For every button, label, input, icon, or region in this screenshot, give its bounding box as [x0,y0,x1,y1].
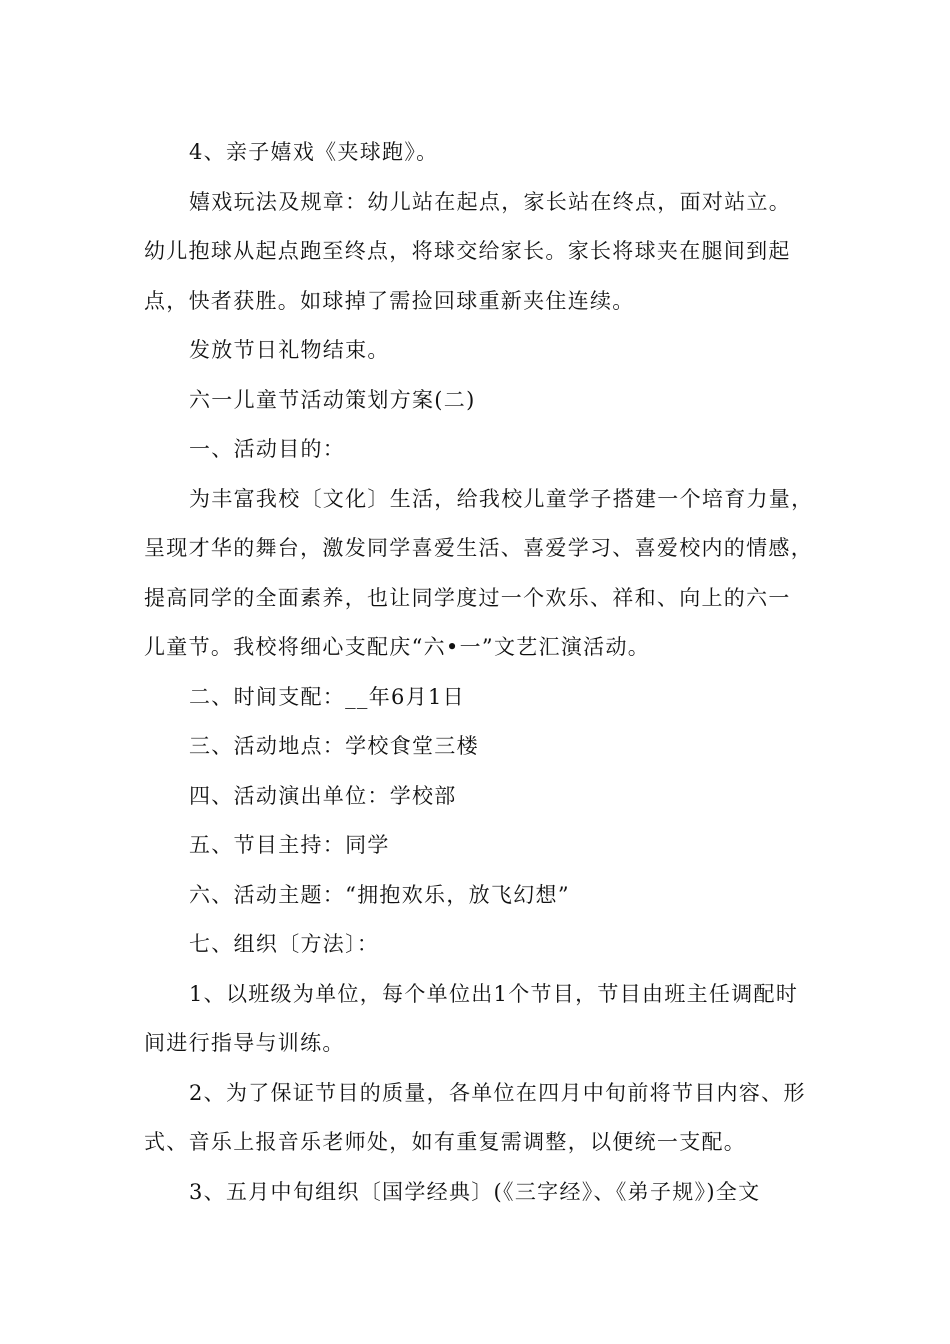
document-body [144,128,812,1217]
item-time [144,673,812,723]
text-line: 六、活动主题：“拥抱欢乐，放飞幻想” [189,882,570,907]
text-line: 1、以班级为单位，每个单位出1个节目，节目由班主任调配时 [189,981,799,1006]
item-location [144,722,812,772]
text-line: 儿童节。我校将细心支配庆“六•一”文艺汇演活动。 [144,635,651,659]
heading-organization [144,920,812,970]
paragraph-step-1 [144,970,812,1069]
text-line: 提高同学的全面素养，也让同学度过一个欢乐、祥和、向上的六一 [144,585,791,610]
paragraph-purpose [144,475,812,673]
text-line: 七、组织〔方法〕： [189,932,380,956]
text-line: 幼儿抱球从起点跑至终点，将球交给家长。家长将球夹在腿间到起 [144,239,791,263]
text-line: 二、时间支配：__年6月1日 [189,684,465,709]
text-line: 四、活动演出单位：学校部 [189,783,457,808]
paragraph-step-3 [144,1168,812,1218]
item-performer [144,772,812,822]
text-line: 三、活动地点：学校食堂三楼 [189,734,479,758]
paragraph-game-title [144,128,812,178]
text-line: 五、节目主持：同学 [189,833,390,857]
text-line: 间进行指导与训练。 [144,1031,345,1055]
text-line: 呈现才华的舞台，激发同学喜爱生活、喜爱学习、喜爱校内的情感， [144,536,813,560]
heading-purpose [144,425,812,475]
text-line: 嬉戏玩法及规章：幼儿站在起点，家长站在终点，面对站立。 [189,189,792,214]
paragraph-game-rules [144,178,812,327]
paragraph-gifts [144,326,812,376]
text-line: 发放节日礼物结束。 [189,338,390,362]
paragraph-step-2 [144,1069,812,1168]
item-theme [144,871,812,921]
item-host [144,821,812,871]
text-line: 4、亲子嬉戏《夹球跑》。 [189,140,439,164]
text-line: 一、活动目的： [189,437,346,461]
text-line: 点，快者获胜。如球掉了需捡回球重新夹住连续。 [144,288,635,313]
text-line: 为丰富我校〔文化〕生活，给我校儿童学子搭建一个培育力量， [189,486,814,511]
section-heading-plan-two [144,376,812,426]
text-line: 2、为了保证节目的质量，各单位在四月中旬前将节目内容、形 [189,1080,806,1105]
text-line: 式、音乐上报音乐老师处，如有重复需调整，以便统一支配。 [144,1130,747,1154]
text-line: 六一儿童节活动策划方案(二) [189,387,476,412]
text-line: 3、五月中旬组织〔国学经典〕(《三字经》、《弟子规》)全文 [189,1179,761,1204]
